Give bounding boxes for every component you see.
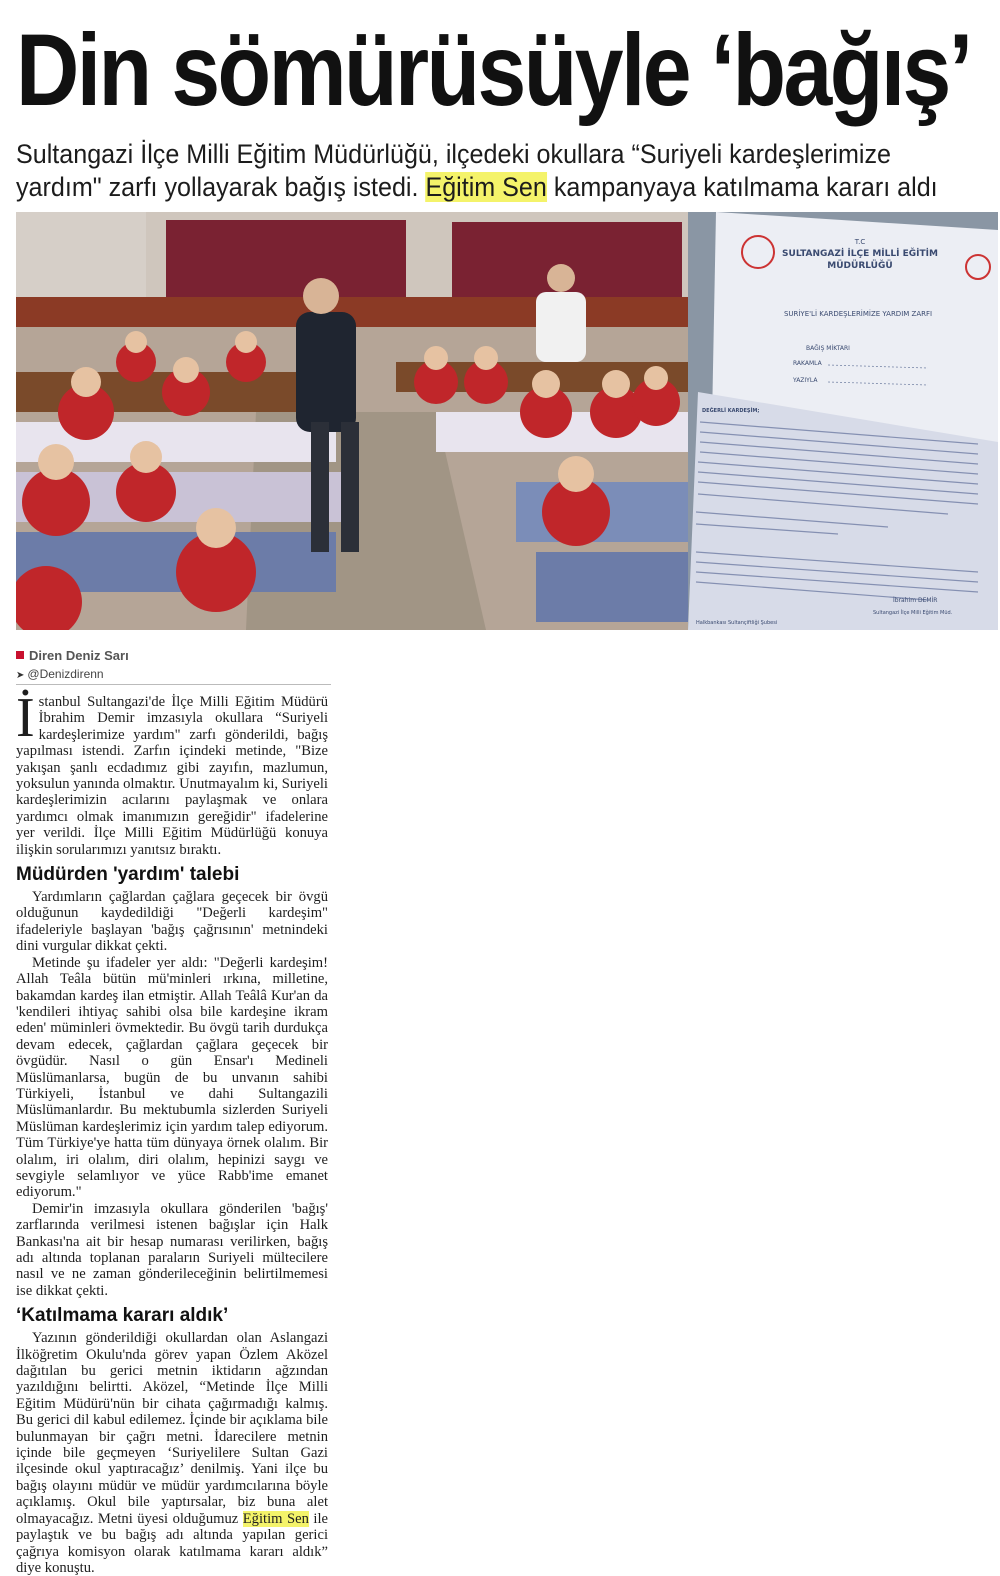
byline-square-icon xyxy=(16,651,24,659)
paragraph-5-a: Yazının gönderildiği okullardan olan Aslangazi İlköğretim Okulu'nda görev yapan Özlem Aközel dağıtılan bu gerici metnin iktidarın ağzından yazıldığını belirtti. Aközel, “Metinde İlçe Milli Eğitim Müdürü'nün bir cihata çağırmadığı kalmış. Bu gerici dil kabul edilemez. İçinde bir açıklama bile bulunmayan bir çağrı metni. İdarecilere metnin içinde bile geçmeyen ‘Suriyelilere Sultan Gazi ilçesinde okul yaptıracağız’ denilmiş. Yani ilçe bu bağış olayını müdür ve müdür yardımcılarına böyle açıklamış. Okul bile yaptırsalar, biz buna alet olmayacağız. Metni üyesi olduğumuz xyxy=(16,1330,328,1527)
byline-divider xyxy=(16,684,331,685)
doc-title: SURİYE'Lİ KARDEŞLERİMİZE YARDIM ZARFI xyxy=(783,310,933,318)
doc-rakamla: RAKAMLA xyxy=(793,360,822,367)
drop-cap: İ xyxy=(16,687,35,749)
paragraph-2: Yardımların çağlardan çağlara geçecek bir övgü olduğunun kaydedildiği "Değerli kardeşim" ifadeleriyle başlayan 'bağış çağrısının' metnindeki dini vurgular dikkat çekti. xyxy=(16,889,328,955)
author-name: Diren Deniz Sarı xyxy=(29,648,129,663)
twitter-bird-icon: ➤ xyxy=(16,670,25,681)
paragraph-5 xyxy=(16,1330,328,1576)
headline: Din sömürüsüyle ‘bağış’ xyxy=(16,13,971,127)
spot-highlight-egitim-sen: Eğitim Sen xyxy=(425,172,547,202)
paragraph-1 xyxy=(16,687,328,858)
paragraph-3: Metinde şu ifadeler yer aldı: "Değerli kardeşim! Allah Teâla bütün mü'minleri ırkına, milletine, bakamdan kardeş ilan etmiştir. Allah Teâlâ Kur'an da 'kendileri ihtiyaç sahibi olsa bile kardeşine ikram eden' müminleri övmektedir. Bu övgü tarih durdukça devam edecek, çağlardan çağlara geçecek bir övgüdür. Nasıl o gün Ensar'ı Medineli Müslümanlarsa, bugün de bu unvanın sahibi Türkiyeli, İstanbul ve dahi Sultangazili Müslümanlardır. Bu mektubumla sizlerden Suriyeli Müslüman kardeşlerimiz için yardım talep ediyorum. Tüm Türkiye'ye hatta tüm dünyaya örnek olalım. Bir olalım, iri olalım, diri olalım, hepinizi saygı ve sevgiyle selamlıyor ve yüce Rabb'ime emanet ediyorum." xyxy=(16,954,328,1201)
envelope-document-photo xyxy=(688,212,998,630)
spot-line-2-b: kampanyaya katılmama kararı aldı xyxy=(546,172,938,202)
twitter-handle xyxy=(16,667,104,681)
twitter-handle-text: @Denizdirenn xyxy=(27,667,104,681)
spot-line-2-a: yardım" zarfı yollayarak bağış istedi. xyxy=(16,172,426,202)
doc-sign-name: İbrahim DEMİR xyxy=(893,597,938,604)
subheading-2: ‘Katılmama kararı aldık’ xyxy=(16,1305,229,1327)
doc-greeting: DEĞERLİ KARDEŞİM; xyxy=(702,408,760,414)
doc-bank: Halkbankası Sultançiftliği Şubesi xyxy=(696,620,778,626)
paragraph-4: Demir'in imzasıyla okullara gönderilen 'bağış' zarflarında verilmesi istenen bağışlar için Halk Bankası'na ait bir hesap numarası verilirken, bağış adı altında toplanan paraların Suriyeli mültecilere nasıl ve ne zaman gönderileceğinin belirtilmemesi ise dikkat çekti. xyxy=(16,1200,328,1299)
paragraph-1-text: stanbul Sultangazi'de İlçe Milli Eğitim Müdürü İbrahim Demir imzasıyla okullara “Suriyeli kardeşlerimize yardım" zarfı gönderildi, bağış yapılması istendi. Zarfın içindeki metinde, "Bize yakışan şanlı ecdadımız gibi zayıfın, mazlumun, yoksulun yanında olmaktır. Unutmayalım ki, Suriyeli kardeşlerimizin acılarını paylaşmak ve onlara yardımcı olmak imanımızın gereğidir" ifadelerine yer verildi. İlçe Milli Eğitim Müdürlüğü konuya ilişkin sorularımızı yanıtsız bıraktı. xyxy=(16,694,328,858)
doc-amount: BAĞIŞ MİKTARI xyxy=(806,345,850,352)
spot-text xyxy=(16,138,991,204)
paragraph-5-b: ile paylaştık ve bu bağış adı altında yapılan gerici çağrıya komisyon olarak katılmama kararı aldık” diye konuştu. xyxy=(16,1510,328,1576)
subheading-1: Müdürden 'yardım' talebi xyxy=(16,864,240,886)
article-photo xyxy=(16,212,998,630)
doc-directorate: SULTANGAZİ İLÇE MİLLİ EĞİTİM xyxy=(782,249,938,259)
classroom-photo xyxy=(16,212,698,630)
paragraph-5-highlight-egitim-sen: Eğitim Sen xyxy=(242,1510,309,1527)
article-body xyxy=(16,687,328,1576)
doc-tc: T.C xyxy=(854,238,866,246)
spot-line-1: Sultangazi İlçe Milli Eğitim Müdürlüğü, ilçedeki okullara “Suriyeli kardeşlerimize xyxy=(16,139,892,169)
spot-line-2 xyxy=(16,171,938,204)
byline xyxy=(16,648,129,663)
doc-sign-title: Sultangazi İlçe Milli Eğitim Müd. xyxy=(873,610,953,616)
doc-directorate-2: MÜDÜRLÜĞÜ xyxy=(827,261,893,271)
doc-yaziyla: YAZIYLA xyxy=(793,377,818,384)
